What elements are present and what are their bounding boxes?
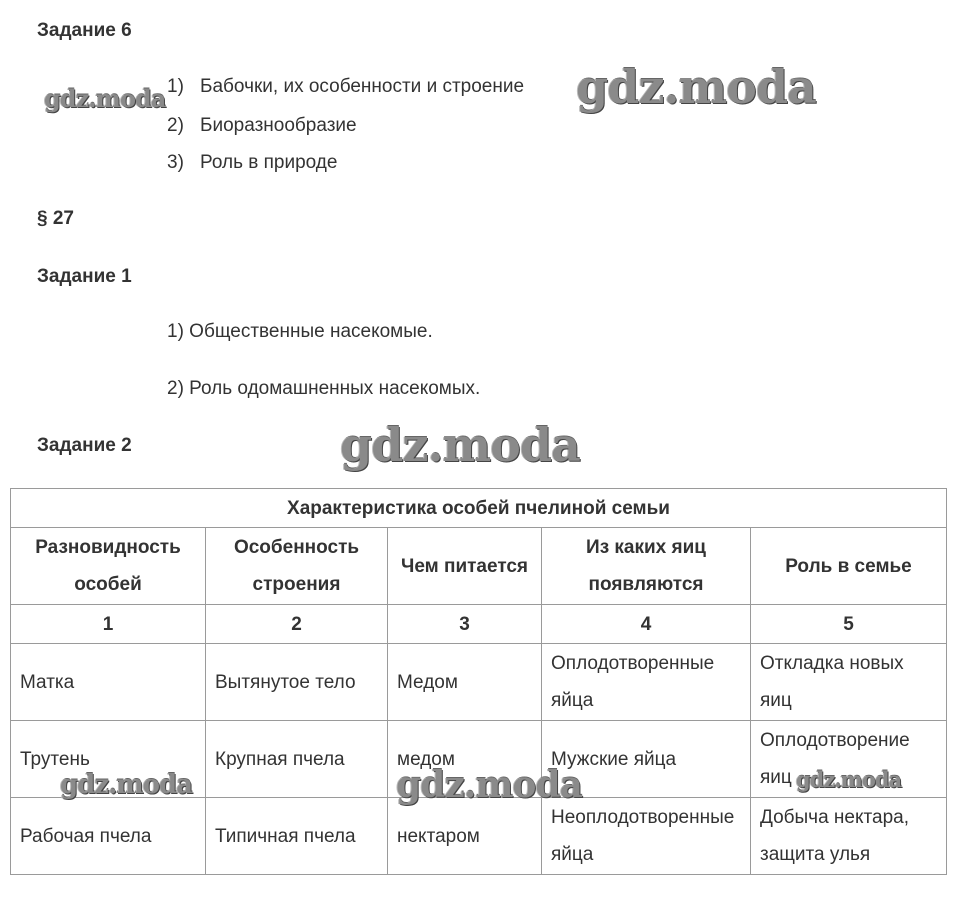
table-cell: Рабочая пчела (11, 798, 206, 875)
table-cell: Матка (11, 644, 206, 721)
task2-heading: Задание 2 (37, 435, 132, 456)
table-title: Характеристика особей пчелиной семьи (11, 489, 947, 528)
watermark: gdz.moda (576, 60, 816, 114)
task6-heading: Задание 6 (37, 20, 132, 41)
column-header: Разновидность особей (11, 528, 206, 605)
column-header: Из каких яиц появляются (542, 528, 751, 605)
watermark: gdz.moda (340, 418, 580, 472)
table-row (11, 644, 947, 721)
task1-item-1: 1) Общественные насекомые. (167, 321, 433, 342)
table-cell: Мужские яйца (542, 721, 751, 798)
column-number: 1 (11, 605, 206, 644)
watermark: gdz.moda (60, 770, 193, 800)
item-text: Роль в природе (200, 152, 338, 173)
table-cell: нектаром (388, 798, 542, 875)
bee-family-table (10, 488, 947, 875)
section-number: § 27 (37, 208, 74, 229)
watermark: gdz.moda (796, 767, 902, 792)
task6-item-1 (167, 76, 524, 98)
table-cell: Оплодотворенные яйца (542, 644, 751, 721)
column-number: 4 (542, 605, 751, 644)
column-header: Особенность строения (206, 528, 388, 605)
table-cell: Откладка новых яиц (751, 644, 947, 721)
column-header: Чем питается (388, 528, 542, 605)
item-number: 2) (167, 115, 184, 136)
item-number: 3) (167, 152, 184, 173)
task6-item-3 (167, 152, 337, 174)
table-row (11, 798, 947, 875)
watermark: gdz.moda (44, 84, 166, 113)
task6-item-2 (167, 115, 357, 137)
table-cell: Медом (388, 644, 542, 721)
table-cell: Неоплодотворенные яйца (542, 798, 751, 875)
table-cell: Трутень (11, 721, 206, 798)
table-number-row (11, 605, 947, 644)
table-cell: Оплодотворение яиц (751, 721, 947, 798)
column-header: Роль в семье (751, 528, 947, 605)
column-number: 5 (751, 605, 947, 644)
table-row (11, 721, 947, 798)
table-cell: Типичная пчела (206, 798, 388, 875)
table-title-row (11, 489, 947, 528)
table-cell: медом (388, 721, 542, 798)
item-text: Биоразнообразие (200, 115, 357, 136)
column-number: 2 (206, 605, 388, 644)
item-text: Бабочки, их особенности и строение (200, 76, 525, 97)
table-header-row (11, 528, 947, 605)
item-number: 1) (167, 76, 184, 97)
table-cell: Вытянутое тело (206, 644, 388, 721)
task1-item-2: 2) Роль одомашненных насекомых. (167, 378, 481, 399)
task1-heading: Задание 1 (37, 266, 132, 287)
table-cell: Добыча нектара, защита улья (751, 798, 947, 875)
column-number: 3 (388, 605, 542, 644)
watermark: gdz.moda (396, 764, 582, 806)
table-cell: Крупная пчела (206, 721, 388, 798)
